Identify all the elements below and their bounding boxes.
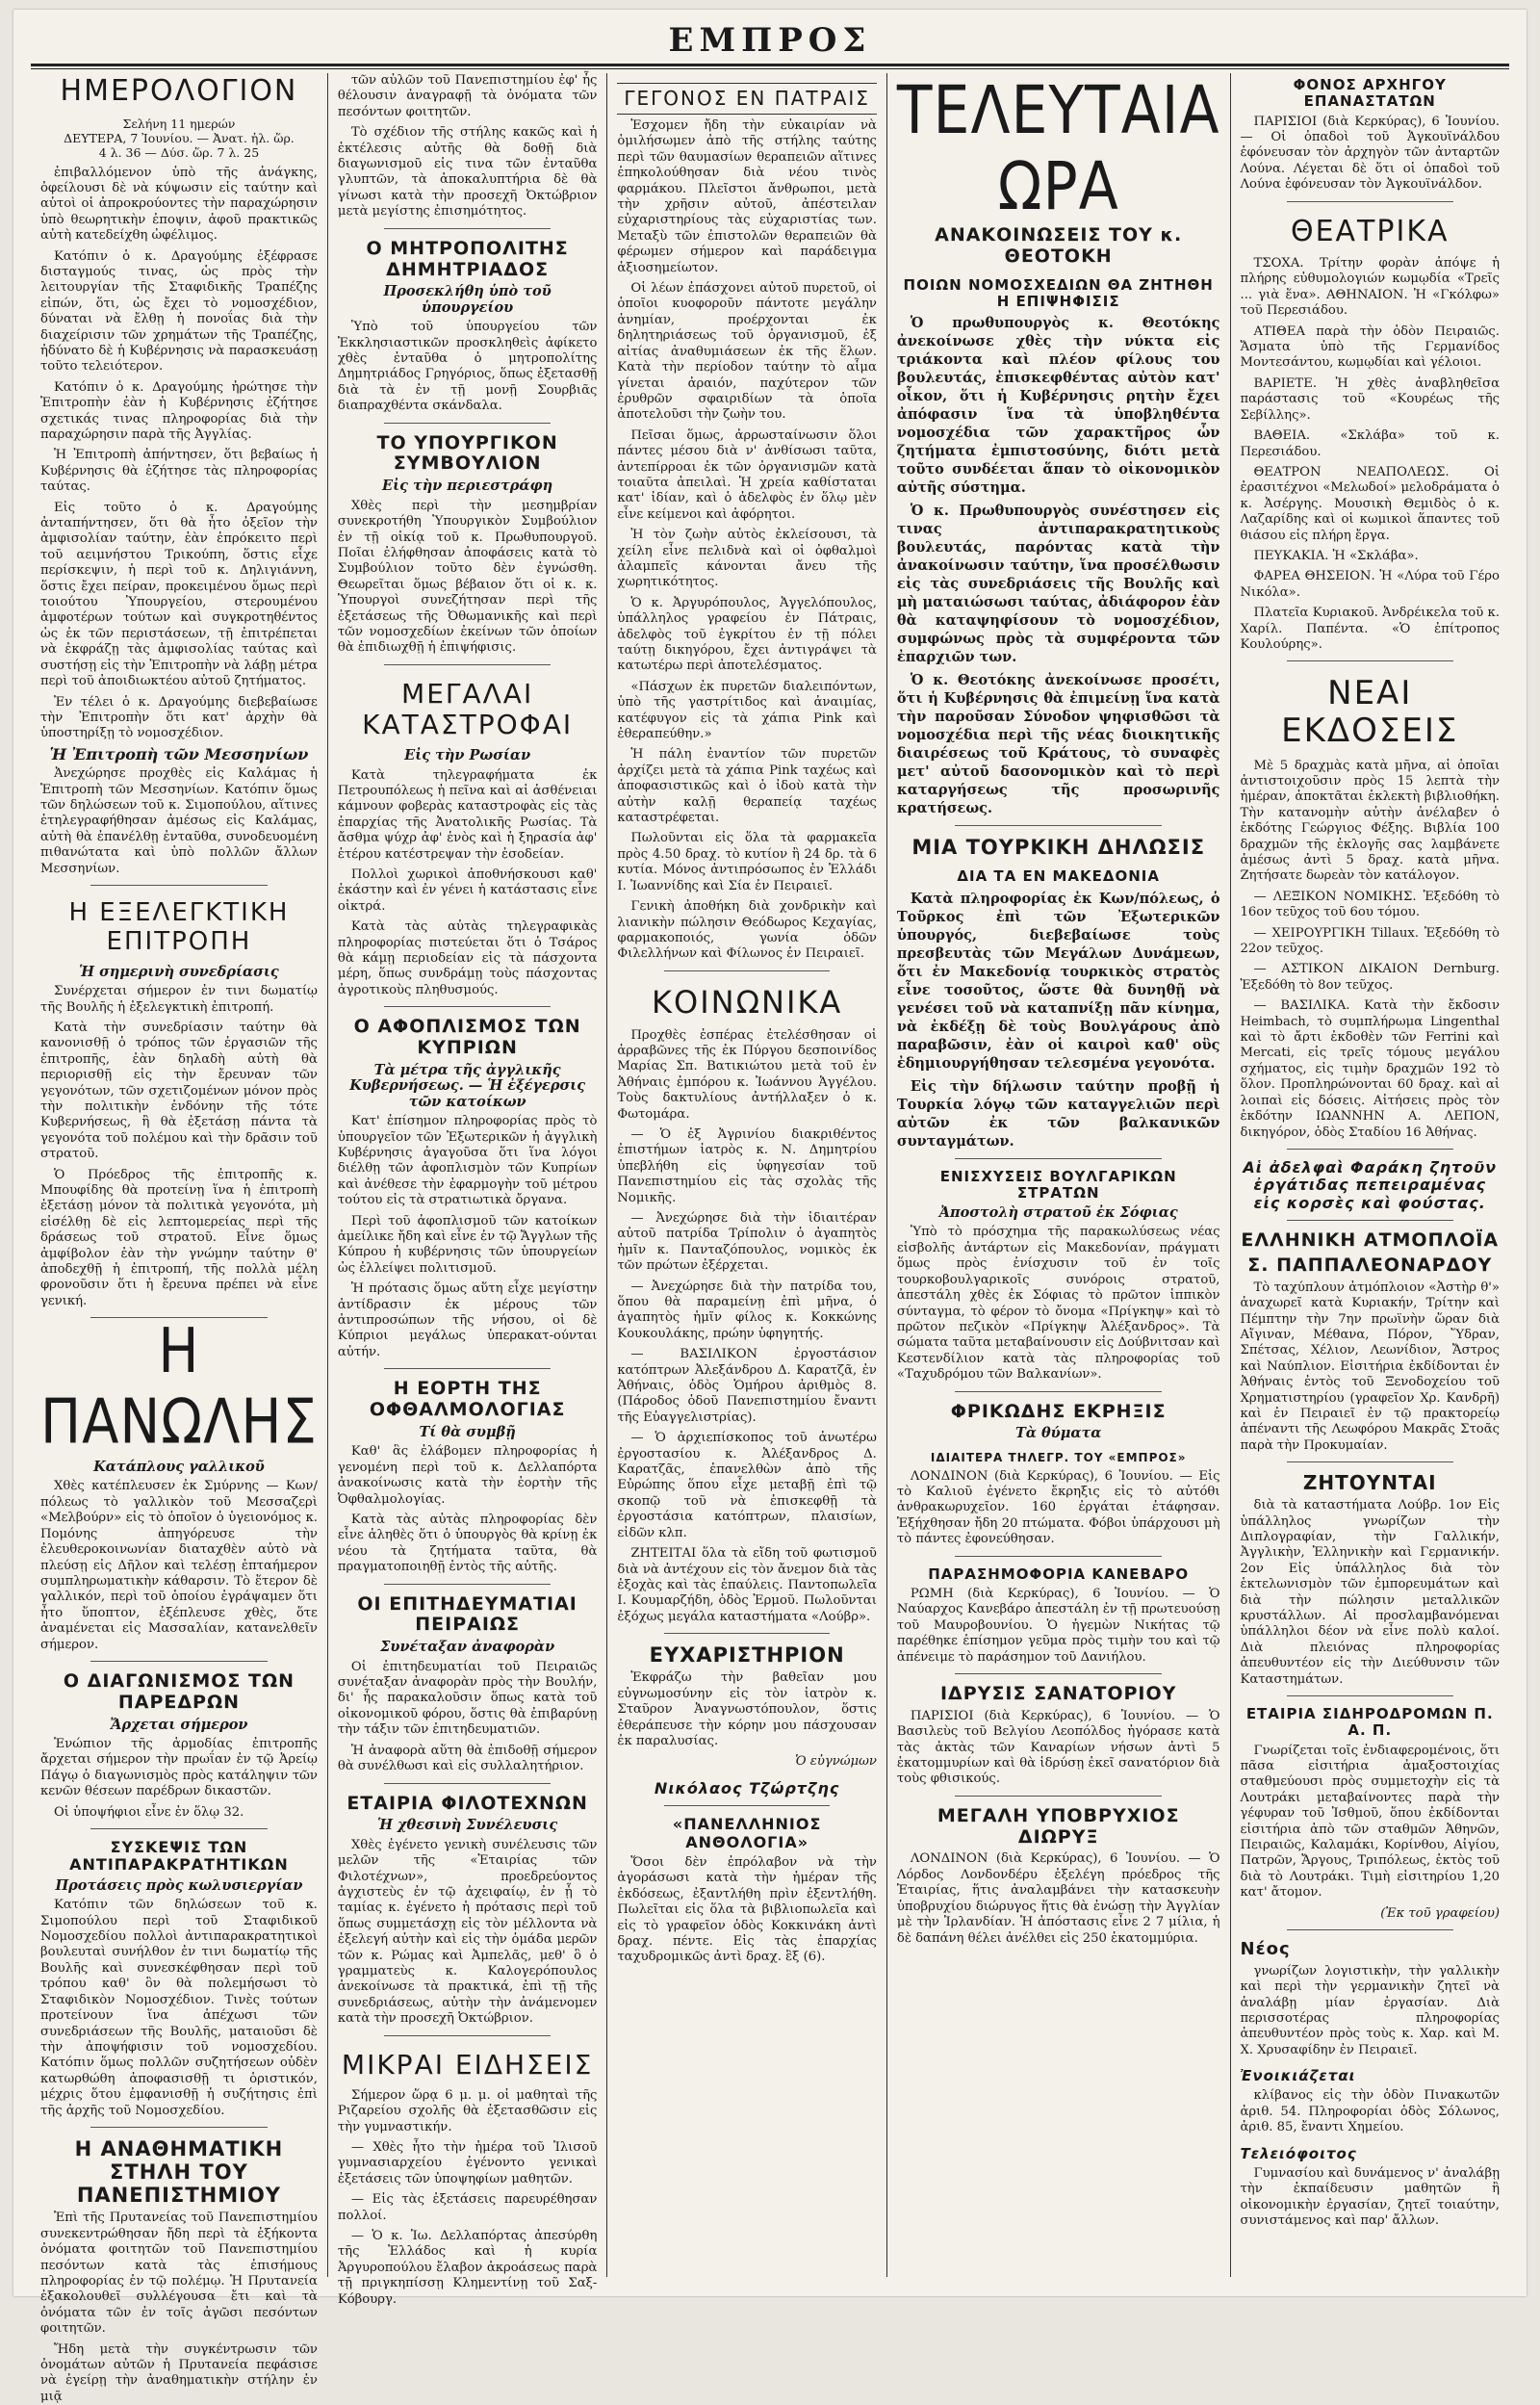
- separator: [384, 1783, 551, 1784]
- section-heading: ΘΕΑΤΡΙΚΑ: [1290, 214, 1450, 248]
- article-paragraph: Πλατεῖα Κυριακοῦ. Ἀνδρέικελα τοῦ κ. Χαρίλ. Παπέντα. «Ὁ ἐπίτροπος Κουλούρης».: [1240, 606, 1500, 652]
- ad-heading: Νέος: [1240, 1939, 1291, 1960]
- article-paragraph: Γνωρίζεται τοῖς ἐνδιαφερομένοις, ὅτι πᾶσα εἰσιτήρια ἀμαξοστοιχίας σταθμεύουσι πρὸς συμμετοχὴν εἰς τὰ Λουτράκι μεταβαίνοντες παρὰ τὴν γέφυραν τοῦ Ἰσθμοῦ, ὅπου ἐκδίδονται εἰσιτήρια ἀπὸ τῶν σταθμῶν Ἀθηνῶν, Πειραιῶς, Καλαμάκι, Κορίνθου, Αἰγίου, Πατρῶν, Ἄργους, Τριπόλεως, ἐκτὸς τοῦ διὰ τὸ Λουτράκι. Τιμὴ εἰσιτηρίου 1,20 κατ' ἄτομον.: [1240, 1743, 1500, 1901]
- separator: [90, 1661, 268, 1662]
- article-paragraph: Ὁ Πρόεδρος τῆς ἐπιτροπῆς κ. Μπουφίδης θὰ προτείνῃ ἵνα ἡ ἐπιτροπὴ ἐξετάσῃ μόνον τὰ πολιτικὰ γεγονότα, μὴ εἰσέλθῃ δὲ εἰς λεπτομερείας περὶ τῆς δράσεως τοῦ στρατοῦ. Εἶνε ὅμως ἀμφίβολον ἐὰν τὴν γνώμην ταύτην θ' ἀποδεχθῇ ἡ ἐπιτροπή, τῆς πολλὰ μέλη φρονοῦσιν ὅτι ἡ ἔρευνα πρέπει νὰ εἶνε γενική.: [40, 1167, 318, 1308]
- section-heading: ΝΕΑΙ ΕΚΔΟΣΕΙΣ: [1281, 674, 1459, 751]
- separator: [1287, 1149, 1453, 1150]
- section-heading: Η ΠΑΝΩΛΗΣ: [40, 1315, 318, 1460]
- article-paragraph: Κατὰ τὰς αὐτὰς τηλεγραφικὰς πληροφορίας πιστεύεται ὅτι ὁ Τσάρος θὰ κάμῃ περιοδείαν εἰς τὰ πάσχοντα μέρη, ὅπως συνδράμῃ τοὺς πάσχοντας ἀγροτικοὺς πληθυσμούς.: [337, 919, 598, 997]
- separator: [664, 970, 831, 971]
- article-paragraph: ΘΕΑΤΡΟΝ ΝΕΑΠΟΛΕΩΣ. Οἱ ἐρασιτέχνοι «Μελωδοί» μελοδράματα ὁ κ. Ἀσέργης. Μουσικὴ Θεμιδὸς ὁ κ. Λαζαρίδης καὶ οἱ κωμικοὶ ἅπαντες τοῦ θιάσου εἰς πλήρη ἔργα.: [1240, 464, 1500, 543]
- section-subheading: Συνέταξαν ἀναφορὰν: [380, 1639, 555, 1656]
- section-subheading: Ἡ σημερινὴ συνεδρίασις: [79, 963, 279, 980]
- section-heading: ΓΕΓΟΝΟΣ ΕΝ ΠΑΤΡΑΙΣ: [617, 83, 877, 115]
- section-heading: ΙΔΡΥΣΙΣ ΣΑΝΑΤΟΡΙΟΥ: [939, 1682, 1177, 1704]
- section-heading: Ο ΑΦΟΠΛΙΣΜΟΣ ΤΩΝ ΚΥΠΡΙΩΝ: [353, 1016, 581, 1059]
- article-paragraph: Πωλοῦνται εἰς ὅλα τὰ φαρμακεῖα πρὸς 4.50 δραχ. τὸ κυτίον ἢ 24 δρ. τὰ 6 κυτία. Μόνος ἀντιπρόσωπος ἐν Ἑλλάδι Ι. Ἰωαννίδης καὶ Σία ἐν Πειραιεῖ.: [617, 831, 877, 893]
- article-paragraph: Ὁ κ. Πρωθυπουργὸς συνέστησεν εἰς τινας ἀντιπαρακρατητικοὺς βουλευτάς, παρόντας κατὰ τὴν ἀνακοίνωσιν ταύτην, ἵνα προσέλθωσιν εἰς τὰς συνεδριάσεις τῆς Βουλῆς καὶ μὴ ματαιώσωσι ταύτας, ἀδιάφορον ἐὰν θὰ καταψηφίσουν τὸ νομοσχέδιον, συμφώνως πρὸς τὰ συμφέροντα τῶν ἐπαρχιῶν των.: [896, 503, 1220, 666]
- article-paragraph: ΤΣΟΧΑ. Τρίτην φορὰν ἀπόψε ἡ πλήρης εὐθυμολογιών κωμῳδία «Τρεῖς ... γιὰ ἕνα». ΑΘΗΝΑΙΟΝ. Ἡ «Γκόλφω» τοῦ Περεσιάδου.: [1240, 256, 1500, 319]
- article-paragraph: — Ὁ ἐξ Ἀγρινίου διακριθέντος ἐπιστήμων ἰατρὸς κ. Ν. Δημητρίου ὑπεβλήθη εἰς ὑφηγεσίαν τοῦ Πανεπιστημίου εἰς τὰς σχολὰς τῆς Νομικῆς.: [617, 1126, 877, 1205]
- section-heading: Η ΕΞΕΛΕΓΚΤΙΚΗ ΕΠΙΤΡΟΠΗ: [68, 897, 290, 956]
- article-paragraph: Ἡ πάλη ἐναντίον τῶν πυρετῶν ἀρχίζει μετὰ τὰ χάπια Pink ταχέως καὶ ἀποφασιστικῶς καὶ ὁ ἰδοὺ κατὰ τὴν αὐτὴν καλῇ θεραπείᾳ ταχέως καταστρέφεται.: [617, 747, 877, 826]
- section-subheading: Προσεκλήθη ὑπὸ τοῦ ὑπουργείου: [383, 283, 552, 316]
- section-subheading: Ἀποστολὴ στρατοῦ ἐκ Σόφιας: [938, 1204, 1178, 1222]
- separator: [955, 1158, 1162, 1159]
- article-paragraph: ΒΑΡΙΕΤΕ. Ἡ χθὲς ἀναβληθεῖσα παράστασις τοῦ «Κουρέως τῆς Σεβίλλης».: [1240, 375, 1500, 423]
- newspaper-title: ΕΜΠΡΟΣ: [668, 21, 872, 60]
- article-paragraph: Σήμερον ὥρᾳ 6 μ. μ. οἱ μαθηταὶ τῆς Ριζαρείου σχολῆς θὰ ἐξετασθῶσιν εἰς τὴν γυμναστικήν.: [337, 2087, 598, 2134]
- section-subheading: Εἰς τὴν Ρωσίαν: [404, 747, 531, 764]
- article-paragraph: — Ὁ ἀρχιεπίσκοπος τοῦ ἀνωτέρω ἐργοστασίου κ. Ἀλέξανδρος Δ. Καρατζᾶς, ἐπανελθὼν ἀπὸ τῆς Εὐρώπης ὅπου εἶχε μεταβῇ ἐπὶ τῷ σκοπῷ τοῦ νὰ ἐπισκεφθῇ τὰ ἐργοστάσια κατόπτρων, πλαισίων, εἰδῶν κλπ.: [617, 1431, 877, 1540]
- article-paragraph: ΑΤΙΘΕΑ παρὰ τὴν ὁδὸν Πειραιῶς. Ἄσματα ὑπὸ τῆς Γερμανίδος Μοντεσάντου, κωμῳδίαι καὶ γέλοιοι.: [1240, 323, 1500, 371]
- article-paragraph: — Χθὲς ἦτο τὴν ἡμέρα τοῦ Ἰλισοῦ γυμνασιαρχείου ἐγένοντο γενικαὶ ἐξετάσεις τῶν ὑποψηφίων μαθητῶν.: [337, 2140, 598, 2186]
- article-paragraph: Κατόπιν ὁ κ. Δραγούμης ἐξέφρασε δισταγμούς τινας, ὡς πρὸς τὴν λειτουργίαν τῆς Σταφιδικῆς Τραπέζης εἰπών, ὅτι, ὡς ἔχει τὸ νομοσχέδιον, δύναται νὰ ἔλθῃ ἡ πονοΐας διὰ τὴν διαχείρισιν τῶν χρημάτων τῆς Τραπέζης, ἠδύνατο δὲ ἡ Κυβέρνησις νὰ παρασκευάσῃ τοῦτο τελειότερον.: [40, 248, 318, 375]
- section-heading: ΜΕΓΑΛΑΙ ΚΑΤΑΣΤΡΟΦΑΙ: [362, 677, 574, 740]
- article-paragraph: Χθὲς περὶ τὴν μεσημβρίαν συνεκροτήθη Ὑπουργικὸν Συμβούλιον ἐν τῇ οἰκίᾳ τοῦ κ. Πρωθυπουργοῦ. Ποῖαι ἐλήφθησαν ἀποφάσεις κατὰ τὸ Συμβούλιον τοῦτο δὲν ἐγνώσθη. Θεωρεῖται ὅμως βέβαιον ὅτι οἱ κ. κ. Ὑπουργοὶ συνεζήτησαν περὶ τῆς ἐξετάσεως τῆς Ὀθωμανικῆς καὶ περὶ τῶν νομοσχεδίων ἐκείνων τῶν ὁποίων θὰ ἐπιδιωχθῇ ἡ ἐπιψήφισις.: [337, 498, 598, 656]
- section-heading: «ΠΑΝΕΛΛΗΝΙΟΣ ΑΝΘΟΛΟΓΙΑ»: [672, 1815, 822, 1851]
- article-paragraph: τῶν αὐλῶν τοῦ Πανεπιστημίου ἐφ' ἧς θέλουσιν ἀναγραφῇ τὰ ὀνόματα τῶν πεσόντων φοιτητῶν.: [337, 73, 598, 119]
- article-paragraph: — Ἀνεχώρησε διὰ τὴν ἰδιαιτέραν αὐτοῦ πατρίδα Τρίπολιν ὁ ἀγαπητὸς ἡμῖν κ. Πανταζόπουλος, νομικὸς ἐκ τῶν πρώτων ἐξέρχεται.: [617, 1210, 877, 1274]
- calendar-line: Σελήνη 11 ημερών: [122, 116, 236, 131]
- article-paragraph: — ΧΕΙΡΟΥΡΓΙΚΗ Tillaux. Ἐξεδόθη τὸ 22ον τεῦχος.: [1240, 925, 1500, 957]
- column-4: [887, 73, 1231, 2277]
- column-2: [328, 73, 608, 2307]
- article-paragraph: Μὲ 5 δραχμὰς κατὰ μῆνα, αἱ ὁποῖαι ἀντιστοιχοῦσιν πρὸς 15 λεπτὰ τὴν ἡμέραν, ἀποκτᾶται ἐκλεκτὴ βιβλιοθήκη. Τὴν κατανομὴν αὐτὴν ἀνέλαβεν ὁ ἐκδότης Γεώργιος Φέξης. Βιβλία 100 δραχμῶν τῆς ἐκλογῆς σας λαμβάνετε ἀμέσως ἀντὶ 5 δραχ. κατὰ μῆνα. Ζητήσατε δωρεὰν τὸν κατάλογον.: [1240, 758, 1500, 884]
- article-paragraph: γνωρίζων λογιστικὴν, τὴν γαλλικὴν καὶ περὶ τὴν γερμανικὴν ζητεῖ νὰ ἀναλάβῃ μίαν ἐργασίαν. Διὰ περισσοτέρας πληροφορίας ἀπευθυντέον πρὸς τοὺς κ. Χαρ. καὶ Μ. Χ. Χρυσαφίδην ἐν Πειραιεῖ.: [1240, 1963, 1500, 2057]
- article-paragraph: Ὅσοι δὲν ἐπρόλαβον νὰ τὴν ἀγοράσωσι κατὰ τὴν ἡμέραν τῆς ἐκδόσεως, ἐξαντλήθη πρὶν ἐξεντλήθη. Πωλεῖται εἰς ὅλα τὰ βιβλιοπωλεῖα καὶ εἰς τὸ γραφεῖον ὁδὸς Κοκκινάκη ἀντὶ δραχ. πέντε. Εἰς τὰς ἐπαρχίας ταχυδρομικῶς ἀντὶ δραχ. ἓξ (6).: [617, 1854, 877, 1965]
- article-paragraph: Εἰς τοῦτο ὁ κ. Δραγούμης ἀνταπήντησεν, ὅτι θὰ ἦτο ὀξεῖον τὴν ἀμφισολίαν ταύτην, ἐὰν ἐπρόκειτο περὶ τοῦ αειμνήστου Τρικούπη, ὅστις εἶχε περίσκεψιν, ἡ περὶ τοῦ κ. Δηλιγιάννη, ὅστις ἔχει πείραν, προκειμένου ὅμως περὶ τοιούτου Ὑπουργείου, στερουμένου ἀμφοτέρων τούτων καὶ συγκροτηθέντος ὡς ἐκ τῶν περιστάσεων, τῇ ἐπιτρέπεται νὰ ἐκφράζῃ τὰς ἀμφισολίας ταύτας καὶ συστήσῃ εἰς τὴν Ἐπιτροπὴν νὰ λάβῃ μέτρα περὶ τοῦ ἀποιδιωκτέου αὐτοῦ ζητήματος.: [40, 500, 318, 689]
- separator: [1287, 1220, 1453, 1221]
- separator: [384, 1584, 551, 1585]
- article-paragraph: — Ὁ κ. Ἰω. Δελλαπόρτας ἀπεσύρθη τῆς Ἑλλάδος καὶ ἡ κυρία Ἀργυροπούλου ἔλαβον ἀκροάσεως παρὰ τῇ πριγκηπίσσῃ Κλημεντίνῃ τοῦ Σαξ-Κόβουργ.: [337, 2229, 598, 2307]
- article-paragraph: Κατόπιν ὁ κ. Δραγούμης ἠρώτησε τὴν Ἐπιτροπὴν ἐὰν ἡ Κυβέρνησις ἐζήτησε σχετικάς τινας πληροφορίας διὰ τὴν παραχώρησιν παρὰ τῆς Ἀγγλίας.: [40, 379, 318, 442]
- calendar-title: ΗΜΕΡΟΛΟΓΙΟΝ: [60, 74, 298, 108]
- article-paragraph: Χθὲς κατέπλευσεν ἐκ Σμύρνης — Κων/πόλεως τὸ γαλλικὸν τοῦ Μεσσαζερὶ «Μελβούρν» εἰς τὸ ὁποῖον ὁ ὑγειονόμος κ. Πομόνης ἀπηγόρευσε τὴν ἐλευθεροκοινωνίαν διαταχθὲν αὐτὸ νὰ πλεύσῃ εἰς Δῆλον καὶ τελέσῃ ἐπταήμερον συμπληρωματικὴν κάθαρσιν. Τὸ ἕτερον δὲ γαλλικόν, περὶ τοῦ ὁποίου ἐγράψαμεν ὅτι ἦτο ὕποπτον, ἐξέπλευσε χθὲς, ὅτε ἀναμένεται εἰς Μασσαλίαν, κατανελθεῖν σήμερον.: [40, 1479, 318, 1652]
- ad-heading: Αἱ ἀδελφαὶ Φαράκη ζητοῦν ἐργάτιδας πεπειραμένας εἰς κορσὲς καὶ φούστας.: [1243, 1157, 1498, 1212]
- separator: [384, 228, 551, 229]
- section-subheading: Ἡ Ἐπιτροπὴ τῶν Μεσσηνίων: [49, 744, 309, 763]
- separator: [664, 1805, 831, 1806]
- section-heading: ΠΑΡΑΣΗΜΟΦΟΡΙΑ ΚΑΝΕΒΑΡΟ: [928, 1565, 1190, 1583]
- article-paragraph: Περὶ τοῦ ἀφοπλισμοῦ τῶν κατοίκων ἀμείλικε ἤδη καὶ εἶνε ἐν τῷ Ἄγγλων τῆς Κύπρου ἡ κυβέρνησις τῶν ὑπουργείων ὡς ἐλλείψει πολιτισμοῦ.: [337, 1213, 598, 1276]
- article-paragraph: Τὸ ταχύπλουν ἀτμόπλοιον «Ἀστὴρ θ'» ἀναχωρεῖ κατὰ Κυριακήν, Τρίτην καὶ Πέμπτην τὴν 7ην πρωϊνὴν ὥραν διὰ Αἴγιναν, Μέθανα, Πόρον, Ὕδραν, Σπέτσας, Χέλιον, Λεωνίδιον, Ἄστρος καὶ Ναύπλιον. Εἰσιτήρια ἐκδίδονται ἐν Ἀθήναις ἐντὸς τοῦ Ξενοδοχείου τοῦ Χρηματιστηρίου (γραφεῖον Χρ. Κανδρῆ) καὶ ἐν Πειραιεῖ ἐν τῷ πρακτορείῳ ἀπέναντι τῆς Λεωφόρου Μακρᾶς Στοᾶς παρὰ τὴν Προκυμαίαν.: [1240, 1280, 1500, 1453]
- article-paragraph: Ἡ τὸν ζωὴν αὐτὸς ἐκλείσουσι, τὰ χείλη εἶνε πελιδνὰ καὶ οἱ ὀφθαλμοὶ ἀλαμπεῖς κάνονται ἄνευ τῆς χωρητικότητος.: [617, 528, 877, 590]
- section-heading: ΤΕΛΕΥΤΑΙΑ ΩΡΑ: [896, 71, 1220, 226]
- section-subheading: Εἰς τὴν περιεστράφη: [382, 478, 553, 495]
- column-5: [1231, 73, 1510, 2277]
- separator: [90, 2127, 268, 2128]
- section-heading: ΑΝΑΚΟΙΝΩΣΕΙΣ ΤΟΥ κ. ΘΕΟΤΟΚΗ: [935, 224, 1183, 267]
- masthead: [13, 10, 1527, 62]
- separator: [1287, 201, 1453, 202]
- article-paragraph: ΠΑΡΙΣΙΟΙ (διὰ Κερκύρας), 6 Ἰουνίου. — Ὁ Βασιλεὺς τοῦ Βελγίου Λεοπόλδος ἠγόρασε κατὰ τὰς ἀκτὰς τῶν Καναρίων νήσων ἀντὶ 5 ἑκατομμυρίων καὶ θὰ ἱδρύσῃ ἐκεῖ σανατόριον διὰ τοὺς φθισικούς.: [896, 1708, 1220, 1787]
- article-paragraph: Προχθὲς ἐσπέρας ἐτελέσθησαν οἱ ἀρραβῶνες τῆς ἐκ Πύργου δεσποινίδος Μαρίας Σπ. Βατικιώτου μετὰ τοῦ ἐν Ἀθήναις ἐμπόρου κ. Ἰωάννου Ἀγγέλου. Τοὺς δακτυλίους ἀντήλλαξεν ὁ κ. Φωτομάρα.: [617, 1027, 877, 1122]
- calendar-line: 4 λ. 36 — Δύσ. ὥρ. 7 λ. 25: [98, 144, 260, 160]
- article-paragraph: — ΑΣΤΙΚΟΝ ΔΙΚΑΙΟΝ Dernburg. Ἐξεδόθη τὸ 8ον τεῦχος.: [1240, 962, 1500, 993]
- separator: [90, 885, 268, 886]
- separator: [955, 1556, 1162, 1557]
- article-paragraph: Ὁ κ. Θεοτόκης ἀνεκοίνωσε προσέτι, ὅτι ἡ Κυβέρνησις θὰ ἐπιμείνῃ ἵνα κατὰ τὴν παροῦσαν Σύνοδον ψηφισθῶσι τὰ νομοσχέδια περὶ τῆς νέας διοικητικῆς διαιρέσεως τοῦ Κράτους, τὸ συναφὲς μετ' αὐτοῦ δασονομικὸν καὶ τὸ περὶ καταργήσεως τῆς προσωρινῆς κρατήσεως.: [896, 672, 1220, 817]
- article-paragraph: ΡΩΜΗ (διὰ Κερκύρας), 6 Ἰουνίου. — Ὁ Ναύαρχος Κανεβάρο ἀπεστάλη ἐν τῇ πρωτευούσῃ τοῦ Μαυροβουνίου. Ὁ ἡγεμὼν Νικήτας τῷ παρέθηκε ἐπίσημον γεῦμα πρὸς τιμὴν του καὶ τῷ ἀπένειμε τὸ παράσημον τοῦ Δανιήλου.: [896, 1586, 1220, 1665]
- section-subheading: Κατάπλους γαλλικοῦ: [93, 1459, 265, 1476]
- article-paragraph: Χθὲς ἐγένετο γενικὴ συνέλευσις τῶν μελῶν τῆς «Ἑταιρίας τῶν Φιλοτέχνων», προεδρεύοντος ἀγχιστεὺς ἐν τῷ ἀχειφαίῳ, ἐν ᾗ τὸ ταμίας κ. ἐγένετο ἡ πρότασις περὶ τοῦ ὅπως συμμετάσχῃ εἰς τὸν μέλλοντα νὰ ἐξελεγή αὐτὴν καὶ εἰς τὴν ὁμάδα μερῶν τῶν κ. Ρώμας καὶ Ἀμπελᾶς, μεθ' ὃ ὁ γραμματεὺς κ. Καλογερόπουλος ἀνεκοίνωσε τὰ πρακτικά, ἐπὶ τῇ τῆς συνεδριάσεως, αὐτὴν τὴν ἀνάμενομεν κατὰ τὴν προσεχῆ Ὀκτώβριον.: [337, 1837, 598, 2027]
- article-paragraph: Κατὰ τηλεγραφήματα ἐκ Πετρουπόλεως ἡ πεῖνα καὶ αἱ ἀσθένειαι κάμνουν φοβερὰς καταστροφὰς εἰς τὰς ἐπαρχίας τῆς Ἀνατολικῆς Ρωσίας. Τὰ ἄσθμα ψύχρ ἀφ' ἑνὸς καὶ ἡ ξηρασία ἀφ' ἑτέρου κατέστρεψαν τὴν ἐσοδείαν.: [337, 767, 598, 862]
- separator: [384, 664, 551, 665]
- newspaper-page: [13, 10, 1527, 2404]
- article-paragraph: Τὸ σχέδιον τῆς στήλης κακῶς καὶ ἡ ἐκτέλεσις αὐτῆς θὰ δοθῇ διὰ διαγωνισμοῦ εἰς τινα τῶν ἐνταῦθα γλυπτῶν, τὰ ἀποκαλυπτήρια δὲ θὰ γίνωσι κατὰ τὴν προσεχῆ Ὀκτώβριον μετὰ μεγίστης ἐπισημότητος.: [337, 125, 598, 220]
- article-paragraph: Ἐν τέλει ὁ κ. Δραγούμης διεβεβαίωσε τὴν Ἐπιτροπὴν ὅτι κατ' ἀρχὴν θὰ ὑποστηρίξῃ τὸ νομοσχέδιον.: [40, 694, 318, 741]
- section-subheading: Τὰ μέτρα τῆς ἀγγλικῆς Κυβερνήσεως. — Ἡ ἐξέγερσις τῶν κατοίκων: [349, 1061, 586, 1110]
- ad-heading: Ἐνοικιάζεται: [1240, 2067, 1356, 2085]
- article-paragraph: Εἰς τὴν δήλωσιν ταύτην προβῇ ἡ Τουρκία λόγῳ τῶν καταγγελιῶν περὶ αὐτῶν ἐκ τῶν βαλκανικῶν συνταγμάτων.: [896, 1077, 1220, 1150]
- article-paragraph: — Εἰς τὰς ἐξετάσεις παρευρέθησαν πολλοί.: [337, 2192, 598, 2223]
- section-subheading: Ἡ χθεσινὴ Συνέλευσις: [377, 1817, 558, 1834]
- separator: [955, 1796, 1162, 1797]
- article-paragraph: Ἤδη μετὰ τὴν συγκέντρωσιν τῶν ὀνομάτων αὐτῶν ἡ Πρυτανεία πεφάσισε νὰ ἐγείρῃ τὴν ἀναθηματικὴν στήλην ἐν μιᾷ: [40, 2341, 318, 2404]
- article-paragraph: — ΛΕΞΙΚΟΝ ΝΟΜΙΚΗΣ. Ἐξεδόθη τὸ 16ον τεῦχος τοῦ 6ου τόμου.: [1240, 889, 1500, 920]
- section-subheading: Ἄρχεται σήμερον: [110, 1716, 248, 1733]
- article-paragraph: Γενικὴ ἀποθήκη διὰ χονδρικὴν καὶ λιανικὴν πώλησιν Θεόδωρος Κεχαγίας, φαρμακοποιός, γωνία ὁδῶν Φιλελλήνων καὶ Φίλωνος ἐν Πειραιεῖ.: [617, 899, 877, 962]
- article-paragraph: Οἱ ἐπιτηδευματίαι τοῦ Πειραιῶς συνέταξαν ἀναφορὰν πρὸς τὴν Βουλήν, δι' ἧς παρακαλοῦσιν ὅπως κατὰ τοῦ οἰκονομικοῦ φόρου, ὅστις θὰ ἐπιβαρύνῃ τὴν τάξιν τῶν ἐπιτηδευματιῶν.: [337, 1659, 598, 1738]
- section-subheading: Τὰ θύματα: [1014, 1425, 1102, 1442]
- article-paragraph: Οἱ λέων ἐπάσχονει αὐτοῦ πυρετοῦ, οἱ ὁποῖοι κυοφοροῦν πάντοτε μεγάλην ἀνημίαν, προέρχονται ἐκ δηλητηριάσεως τοῦ ὀργανισμοῦ, ἐξ αἰτίας ἀναθυμιάσεων ἐκ τῆς ἕλων. Κατὰ τὴν περίοδον ταύτην τὸ αἷμα γίνεται ἀραιόν, παχύτερον τῶν ἐρυθρῶν σφαιριδίων τὰ ὁποῖα ἀποτελοῦσι τὴν ζωὴν του.: [617, 281, 877, 423]
- article-paragraph: Ὑπὸ τὸ πρόσχημα τῆς παρακωλύσεως νέας εἰσβολῆς ἀντάρτων εἰς Μακεδονίαν, πράγματι ὅμως πρὸς ἐνίσχυσιν τοῦ ἐν τοῖς τουρκοβουλγαρικοῖς συνόροις στρατοῦ, ἀπεστάλη χθὲς ἐκ Σόφιας τὸ πρῶτον ἱππικὸν σύνταγμα, τὸ φέρον τὸ ὄνομα «Πρίγκηψ» καὶ τὸ πρῶτον πεζικὸν «Πρίγκηψ Ἀλέξανδρος». Τὰ σώματα ταῦτα μεταβαίνουσιν εἰς Δούβνιτσαν καὶ Κεστενδίλιον κατὰ τὰς πληροφορίας τοῦ «Ταχυδρόμου τῶν Βαλκανίων».: [896, 1225, 1220, 1383]
- article-paragraph: Ἡ Ἐπιτροπὴ ἀπήντησεν, ὅτι βεβαίως ἡ Κυβέρνησις θὰ ἐζήτησε τὰς πληροφορίας ταύτας.: [40, 448, 318, 495]
- separator: [384, 2035, 551, 2036]
- section-subheading: Σ. ΠΑΠΠΑΛΕΟΝΑΡΔΟΥ: [1247, 1254, 1493, 1276]
- ad-heading: ΖΗΤΟΥΝΤΑΙ: [1302, 1471, 1437, 1495]
- section-heading: ΣΥΣΚΕΨΙΣ ΤΩΝ ΑΝΤΙΠΑΡΑΚΡΑΤΗΤΙΚΩΝ: [69, 1838, 289, 1875]
- separator: [664, 1633, 831, 1634]
- article-paragraph: Ἐπὶ τῆς Πρυτανείας τοῦ Πανεπιστημίου συνεκεντρώθησαν ἤδη περὶ τὰ ἑξήκοντα ὀνόματα φοιτητῶν τοῦ Πανεπιστημίου πεσόντων κατὰ τὰς ἐπισήμους πληροφορίας ἐν τῷ πολέμῳ. Ἡ Πρυτανεία ἐξακολουθεῖ συλλέγουσα ἔτι καὶ τὰ ὀνόματα τῶν ἐν τοῖς ἀγῶσι πεσόντων φοιτητῶν.: [40, 2211, 318, 2337]
- article-paragraph: Ἀνεχώρησε προχθὲς εἰς Καλάμας ἡ Ἐπιτροπὴ τῶν Μεσσηνίων. Κατόπιν ὅμως τῶν δηλώσεων τοῦ κ. Σιμοπούλου, αἵτινες ἐτηλεγραφήθησαν ἀμέσως εἰς Καλάμας, αὐτὴ θὰ ἐπανέλθῃ ἐνταῦθα, συνοδευομένη πιθανώτατα καὶ ὑπὸ πολλῶν ἄλλων Μεσσηνίων.: [40, 766, 318, 876]
- separator: [1287, 1695, 1453, 1696]
- article-paragraph: Ἡ ἀναφορὰ αὕτη θὰ ἐπιδοθῇ σήμερον θὰ συνέλθωσι καὶ εἰς συλλαλητήριον.: [337, 1743, 598, 1774]
- section-heading: ΕΛΛΗΝΙΚΗ ΑΤΜΟΠΛΟΪΑ: [1241, 1229, 1500, 1252]
- signature-name: Νικόλαος Τζώρτζης: [654, 1778, 840, 1797]
- article-paragraph: «Πάσχων ἐκ πυρετῶν διαλειπόντων, ὑπὸ τῆς γαστρίτιδος καὶ ἀναιμίας, κατέφυγον εἰς τὰ χάπια Pink καὶ ἐθεραπεύθην.»: [617, 679, 877, 742]
- separator: [384, 1006, 551, 1007]
- article-paragraph: Ἐσχομεν ἤδη τὴν εὐκαιρίαν νὰ ὁμιλήσωμεν ἀπὸ τῆς στήλης ταύτης περὶ τῶν θαυμασίων θεραπειῶν αἵτινες ἐπηκολούθησαν διὰ νέου τινὸς φαρμάκου. Πλεῖστοι ἄνθρωποι, μετὰ τὴν χρῆσιν αὐτοῦ, ἀπέστειλαν εὐχαριστηρίους τὰς εὐχαριστίας των. Μεταξὺ τῶν ἐπιστολῶν θεραπειῶν θὰ φέρωμεν σήμερον καὶ παράδειγμα ἀξιοσημείωτον.: [617, 118, 877, 275]
- article-paragraph: ΦΑΡΕΑ ΘΗΣΕΙΟΝ. Ἡ «Λύρα τοῦ Γέρο Νικόλα».: [1240, 569, 1500, 600]
- article-paragraph: Ἐκφράζω τὴν βαθεῖαν μου εὐγνωμοσύνην εἰς τὸν ἰατρὸν κ. Σταῦρον Ἀναγνωστόπουλον, ὅστις ἐθεράπευσε τὴν κόρην μου πάσχουσαν ἐκ παραλυσίας.: [617, 1670, 877, 1748]
- article-paragraph: Ὑπὸ τοῦ ὑπουργείου τῶν Ἐκκλησιαστικῶν προσκληθεὶς ἀφίκετο χθὲς ἐνταῦθα ὁ μητροπολίτης Δημητριάδος Γρηγόριος, ὅπως ἐξετασθῇ διὰ τὰ ἐν τῇ μονῇ Σουρβιᾶς διαπραχθέντα σκάνδαλα.: [337, 320, 598, 414]
- section-subheading: ΠΟΙΩΝ ΝΟΜΟΣΧΕΔΙΩΝ ΘΑ ΖΗΤΗΘΗ Η ΕΠΙΨΗΦΙΣΙΣ: [903, 275, 1214, 310]
- article-paragraph: διὰ τὰ καταστήματα Λούβρ. 1ον Εἰς ὑπάλληλος γνωρίζων τὴν Διπλογραφίαν, τὴν Γαλλικήν, Ἀγγλικὴν, Ἑλληνικὴν καὶ Γερμανικήν. 2ον Εἰς ὑπάλληλος διὰ τὸν ἑκτελωνισμὸν τῶν ἐμπορευμάτων καὶ διὰ τὴν πώλησιν μεταλλικῶν κρυστάλλων. Αἱ προσλαμβανόμεναι ὑπάλληλοι δέον νὰ εἶνε πολὺ καλοί. Διὰ πλειόνας πληροφορίας ἀπευθυντέον εἰς τὴν Διεύθυνσιν τῶν Καταστημάτων.: [1240, 1498, 1500, 1687]
- separator: [1287, 660, 1453, 661]
- section-heading: ΦΡΙΚΩΔΗΣ ΕΚΡΗΞΙΣ: [950, 1400, 1167, 1422]
- section-heading: ΜΙΑ ΤΟΥΡΚΙΚΗ ΔΗΛΩΣΙΣ: [911, 836, 1206, 860]
- article-paragraph: Ὁ πρωθυπουργὸς κ. Θεοτόκης ἀνεκοίνωσε χθὲς τὴν νύκτα εἰς τριάκοντα καὶ πλέον φίλους του βουλευτάς, ἐπισκεφθέντας αὐτὸν κατ' οἶκον, ὅτι ἡ Κυβέρνησις ρητὴν ἔχει ἀπόφασιν ἵνα τὰ ὑποβληθέντα νομοσχέδια τῶν χαρακτῆρος ὧν ζητήματα ἐμπιστοσύνης, διότι μετὰ τοῦτο συνδέεται ἅπαν τὸ οἰκονομικὸν αὐτῆς σύστημα.: [896, 315, 1220, 497]
- top-rule-thin: [31, 68, 1509, 69]
- article-paragraph: ἐπιβαλλόμενον ὑπὸ τῆς ἀνάγκης, ὀφείλουσι δὲ νὰ κύψωσιν εἰς ταύτην καὶ αὐτοὶ οἱ ἀπροκρούοντες τὴν παραχώρησιν ὑπὸ θεωρητικὴν ἐποψιν, ἀφοῦ πρακτικῶς αὐτὴ κατεδείχθη ὠφέλιμος.: [40, 165, 318, 244]
- calendar-line: ΔΕΥΤΕΡΑ, 7 Ἰουνίου. — Ἀνατ. ἡλ. ὥρ.: [64, 130, 295, 145]
- section-heading: Ο ΜΗΤΡΟΠΟΛΙΤΗΣ ΔΗΜΗΤΡΙΑΔΟΣ: [366, 237, 569, 280]
- section-subheading: Τί θὰ συμβῇ: [419, 1423, 516, 1440]
- section-heading: ΕΤΑΙΡΙΑ ΣΙΔΗΡΟΔΡΟΜΩΝ Π. Α. Π.: [1245, 1705, 1494, 1740]
- article-paragraph: Ὁ κ. Ἀργυρόπουλος, Ἀγγελόπουλος, ὑπάλληλος γραφείου ἐν Πάτραις, ἀδελφὸς τοῦ ἐγκρίτου ἐν τῇ πόλει ταύτῃ δικηγόρου, ἔχει ἀντιγράψει τὰ κατωτέρω περὶ ἀποτελέσματος.: [617, 595, 877, 674]
- separator: [1287, 1461, 1453, 1462]
- column-3: [607, 73, 887, 2277]
- article-paragraph: Καθ' ἃς ἐλάβομεν πληροφορίας ἡ γενομένη περὶ τοῦ κ. Δελλαπόρτα ἀνακοίνωσις κατὰ τὴν ἐορτὴν τῆς Ὀφθαλμολογίας.: [337, 1444, 598, 1507]
- separator: [955, 1673, 1162, 1674]
- calendar-lines: [40, 116, 318, 160]
- article-paragraph: Οἱ ὑποψήφιοι εἶνε ἐν ὅλῳ 32.: [54, 1804, 244, 1820]
- separator: [1287, 1929, 1453, 1930]
- article-paragraph: Κατ' ἐπίσημον πληροφορίας πρὸς τὸ ὑπουργεῖον τῶν Ἐξωτερικῶν ἡ ἀγγλικὴ Κυβέρνησις ἀγαγοῦσα ὅτι ἵνα λόγοι διέλθῃ τῶν ἀφοπλισμὸν τῶν Κυπρίων καὶ ἀνέθεσε τὴν ἐφαρμογὴν τοῦ μέτρου τούτου εἰς τὰ στρατιωτικὰ ὄργανα.: [337, 1114, 598, 1208]
- article-paragraph: Πεῖσαι ὅμως, ἀρρωσταίνωσιν ὅλοι πάντες μέσου διὰ ν' ἀνθίσωσι ταῦτα, ἀντεπίρροαι ἐκ τῶν ὀργανισμῶν κατὰ τοιαῦτα ἀπειλαὶ. Ἡ χρεία καθίσταται κατ' ἰδίαν, καὶ ὁ ἀδελφὸς ἐν ὅλῳ μὲν εἶνε κείμενοι καὶ ἀφόρητοι.: [617, 427, 877, 522]
- separator: [955, 1391, 1162, 1392]
- article-paragraph: Γυμνασίου καὶ δυνάμενος ν' ἀναλάβῃ τὴν ἐκπαίδευσιν μαθητῶν ἢ οἰκονομικὴν ἐργασίαν, ζητεῖ τοιαύτην, συνιστάμενος καὶ παρ' ἄλλων.: [1240, 2165, 1500, 2229]
- separator: [384, 423, 551, 424]
- signature-label: Ὁ εὐγνώμων: [795, 1754, 877, 1770]
- article-paragraph: Κατόπιν τῶν δηλώσεων τοῦ κ. Σιμοπούλου περὶ τοῦ Σταφιδικοῦ Νομοσχεδίου πολλοὶ ἀντιπαρακρατητικοὶ βουλευταὶ συνήλθον ἐν τινι δωματίῳ τῆς Βουλῆς καὶ συνεσκέφθησαν περὶ τοῦ τρόπου καθ' ὃν θὰ πολεμήσωσι τὸ Σταφιδικὸν Νομοσχέδιον. Τινὲς τούτων προτείνουν ἵνα ἀπέχωσι τῶν συνεδριάσεων τῆς Βουλῆς, ματαιοῦσι δὲ τὴν ἀποψήφισιν τοῦ νομοσχεδίου. Κατόπιν ὅμως πολλῶν συζητήσεων οὐδὲν κατωρθώθη ἀποφασισθῇ τι ὁριστικόν, μέχρις ὅτου ἐμφανισθῇ ἡ συζήτησις ἐπὶ τῆς ἀρχῆς τοῦ Νομοσχεδίου.: [40, 1898, 318, 2118]
- section-heading: ΕΤΑΙΡΙΑ ΦΙΛΟΤΕΧΝΩΝ: [346, 1792, 588, 1814]
- section-heading: ΕΝΙΣΧΥΣΕΙΣ ΒΟΥΛΓΑΡΙΚΩΝ ΣΤΡΑΤΩΝ: [939, 1167, 1177, 1202]
- article-paragraph: ΠΑΡΙΣΙΟΙ (διὰ Κερκύρας), 6 Ἰουνίου. — Οἱ ὁπαδοὶ τοῦ Ἀγκουϊνάλδου ἐφόνευσαν τὸν ἀρχηγὸν τῶν ἀνταρτῶν Λούνα. Λέγεται δὲ ὅτι οἱ ὁπαδοὶ τοῦ Λούνα ἐφόνευσαν τὸν Ἀγκουϊνάλδον.: [1240, 114, 1500, 193]
- dateline: ΙΔΙΑΙΤΕΡΑ ΤΗΛΕΓΡ. ΤΟΥ «ΕΜΠΡΟΣ»: [930, 1450, 1187, 1464]
- article-paragraph: κλίβανος εἰς τὴν ὁδὸν Πινακωτῶν ἀριθ. 54. Πληροφορίαι ὁδὸς Σόλωνος, ἀριθ. 85, ἔναντι Χημείου.: [1240, 2088, 1500, 2135]
- article-paragraph: Κατὰ πληροφορίας ἐκ Κων/πόλεως, ὁ Τοῦρκος ἐπὶ τῶν Ἐξωτερικῶν ὑπουργός, διεβεβαίωσε τοὺς πρεσβευτὰς τῶν Μεγάλων Δυνάμεων, ὅτι ἐν Μακεδονίᾳ τουρκικὸς στρατὸς εἶνε τοσοῦτος, ὥστε θὰ δυνηθῇ νὰ γενέσει τοῦ νὰ καταπνίξῃ πᾶν κίνημα, νὰ ἐκδέξῃ δὲ τοὺς Βουλγάρους ἀπὸ παραβῶσιν, ἐὰν οἱ καιροὶ καθ' οὓς ἐδημιουργήθησαν τελεσμένα γεγονότα.: [896, 890, 1220, 1072]
- article-paragraph: ΠΕΥΚΑΚΙΑ. Ἡ «Σκλάβα».: [1253, 548, 1419, 563]
- top-rule: [31, 64, 1509, 66]
- article-paragraph: — ΒΑΣΙΛΙΚΑ. Κατὰ τὴν ἔκδοσιν Heimbach, τὸ συμπλήρωμα Lingenthal καὶ τὸ ἄρτι ἐκδοθὲν τῶν Ferrini καὶ Mercati, εἰς τρεῖς τόμους μεγάλου σχήματος, εἰς τιμὴν δραχμῶν 192 τὸ ὅλον. Προπληρώνονται 60 δραχ. καὶ αἱ λοιπαὶ εἰς δόσεις. Αἰτήσεις πρὸς τὸν ἐκδότην ΙΩΑΝΝΗΝ Α. ΛΕΠΟΝ, δικηγόρον, ὁδὸς Σταδίου 16 Ἀθήνας.: [1240, 998, 1500, 1140]
- article-paragraph: — ΒΑΣΙΛΙΚΟΝ ἐργοστάσιον κατόπτρων Ἀλεξάνδρου Δ. Καρατζᾶ, ἐν Ἀθήναις, ὁδὸς Ὁμήρου ἀριθμὸς 8. (Πάροδος ὁδοῦ Πανεπιστημίου ἔναντι τῆς Εὐαγγελιστρίας).: [617, 1347, 877, 1425]
- article-paragraph: ΒΑΘΕΙΑ. «Σκλάβα» τοῦ κ. Περεσιάδου.: [1240, 428, 1500, 459]
- separator: [384, 1368, 551, 1369]
- section-subheading: ΔΙΑ ΤΑ ΕΝ ΜΑΚΕΔΟΝΙΑ: [957, 867, 1160, 886]
- article-paragraph: ΖΗΤΕΙΤΑΙ ὅλα τὰ εἴδη τοῦ φωτισμοῦ διὰ νὰ ἀντέχουν εἰς τὸν ἄνεμον διὰ τὰς ἑξοχὰς καὶ τὰς ἐπαύλεις. Παντοπωλεῖα Ι. Κουμαρζήδη, ὁδὸς Ἑρμοῦ. Πωλοῦνται ἐξόχως μεγάλα καταστήματα «Λούβρ».: [617, 1546, 877, 1624]
- ad-heading: Τελειόφοιτος: [1240, 2144, 1357, 2162]
- section-heading: Η ΑΝΑΘΗΜΑΤΙΚΗ ΣΤΗΛΗ ΤΟΥ ΠΑΝΕΠΙΣΤΗΜΙΟΥ: [74, 2136, 284, 2208]
- article-paragraph: Ἐνώπιον τῆς ἁρμοδίας ἐπιτροπῆς ἄρχεται σήμερον τὴν πρωΐαν ἐν τῷ Ἀρείῳ Πάγῳ ὁ διαγωνισμὸς πρὸς κατάληψιν τῶν κενῶν θέσεων παρέδρων δικαστῶν.: [40, 1737, 318, 1799]
- separator: [90, 1828, 268, 1829]
- section-subheading: Προτάσεις πρὸς κωλυσιεργίαν: [55, 1876, 303, 1894]
- article-paragraph: ΛΟΝΔΙΝΟΝ (διὰ Κερκύρας), 6 Ἰουνίου. — Εἰς τὸ Καλιοῦ ἐγένετο ἔκρηξις εἰς τὸ αὐτόθι ἀνθρακωρυχεῖον. 160 ἐργάται ἐτάφησαν. Ἐξήχθησαν ἤδη 20 πτώματα. Φόβοι ὑπάρχουσι μὴ τὸ πάντες ἐφονεύθησαν.: [896, 1468, 1220, 1547]
- section-heading: ΜΕΓΑΛΗ ΥΠΟΒΡΥΧΙΟΣ ΔΙΩΡΥΞ: [937, 1804, 1180, 1848]
- section-heading: ΕΥΧΑΡΙΣΤΗΡΙΟΝ: [649, 1643, 845, 1668]
- columns: [31, 71, 1509, 2404]
- signature-label: (Ἐκ τοῦ γραφείου): [1380, 1905, 1500, 1921]
- article-paragraph: Πολλοὶ χωρικοὶ ἀποθνήσκουσι καθ' ἑκάστην καὶ ἐν γένει ἡ κατάστασις εἶνε οἰκτρά.: [337, 866, 598, 914]
- section-heading: Η ΕΟΡΤΗ ΤΗΣ ΟΦΘΑΛΜΟΛΟΓΙΑΣ: [369, 1378, 566, 1421]
- article-paragraph: Συνέρχεται σήμερον ἐν τινι δωματίῳ τῆς Βουλῆς ἡ ἐξελεγκτικὴ ἐπιτροπή.: [40, 984, 318, 1015]
- section-heading: ΟΙ ΕΠΙΤΗΔΕΥΜΑΤΙΑΙ ΠΕΙΡΑΙΩΣ: [357, 1592, 578, 1636]
- section-heading: Ο ΔΙΑΓΩΝΙΣΜΟΣ ΤΩΝ ΠΑΡΕΔΡΩΝ: [63, 1669, 295, 1713]
- section-heading: ΚΟΙΝΩΝΙΚΑ: [652, 983, 843, 1021]
- article-paragraph: Ἡ πρότασις ὅμως αὕτη εἶχε μεγίστην ἀντίδρασιν ἐκ μέρους τῶν ἀντιπροσώπων τῆς νήσου, οἱ δὲ Κύπριοι μεγάλως ὑπερακατ-ούνται αὐτήν.: [337, 1281, 598, 1359]
- separator: [955, 825, 1162, 826]
- article-paragraph: Κατὰ τὰς αὐτὰς πληροφορίας δὲν εἶνε ἀληθὲς ὅτι ὁ ὑπουργὸς θὰ κρίνῃ ἐκ νέου τὰ ζητήματα ταῦτα, θὰ πραγματοποιηθῇ ἐντὸς τῆς αὐτῆς.: [337, 1512, 598, 1575]
- article-paragraph: Κατὰ τὴν συνεδρίασιν ταύτην θὰ κανονισθῇ ὁ τρόπος τῶν ἐργασιῶν τῆς ἐπιτροπῆς, ἐὰν δηλαδὴ αὐτὴ θὰ περιορισθῇ εἰς τὴν ἔρευναν τῶν γεγονότων, τῶν σχετιζομένων μόνον πρὸς τὴν πολιτικὴν ἐνδόνην τῆς τότε Κυβερνήσεως, ἢ θὰ ἐξετάσῃ πάντα τὰ γεγονότα τοῦ πολέμου καὶ τὴν δρᾶσιν τοῦ στρατοῦ.: [40, 1020, 318, 1162]
- article-paragraph: — Ἀνεχώρησε διὰ τὴν πατρίδα του, ὅπου θὰ παραμείνῃ ἐπὶ μῆνα, ὁ ἀγαπητὸς ἡμῖν φίλος κ. Κοκκώνης Κουκουλάκης, πρώην ὑφηγητής.: [617, 1279, 877, 1341]
- article-paragraph: ΛΟΝΔΙΝΟΝ (διὰ Κερκύρας), 6 Ἰουνίου. — Ὁ Λόρδος Λονδονδέρυ ἐξελέγη πρόεδρος τῆς Ἑταιρίας, ἥτις ἀναλαμβάνει τὴν κατασκευὴν ὑποβρυχίου διώρυγος ἥτις θὰ ἑνώσῃ τὴν Ἀγγλίαν μὲ τὴν Ἰρλανδίαν. Ἡ ἀπόστασις εἶνε 2 7 μίλια, ἡ δὲ δαπάνη θέλει ἀνέλθει εἰς 250 ἑκατομμύρια.: [896, 1851, 1220, 1946]
- section-heading: ΜΙΚΡΑΙ ΕΙΔΗΣΕΙΣ: [341, 2048, 594, 2081]
- section-heading: ΦΟΝΟΣ ΑΡΧΗΓΟΥ ΕΠΑΝΑΣΤΑΤΩΝ: [1293, 76, 1447, 111]
- column-1: [31, 73, 328, 2404]
- section-heading: ΤΟ ΥΠΟΥΡΓΙΚΟΝ ΣΥΜΒΟΥΛΙΟΝ: [376, 431, 558, 475]
